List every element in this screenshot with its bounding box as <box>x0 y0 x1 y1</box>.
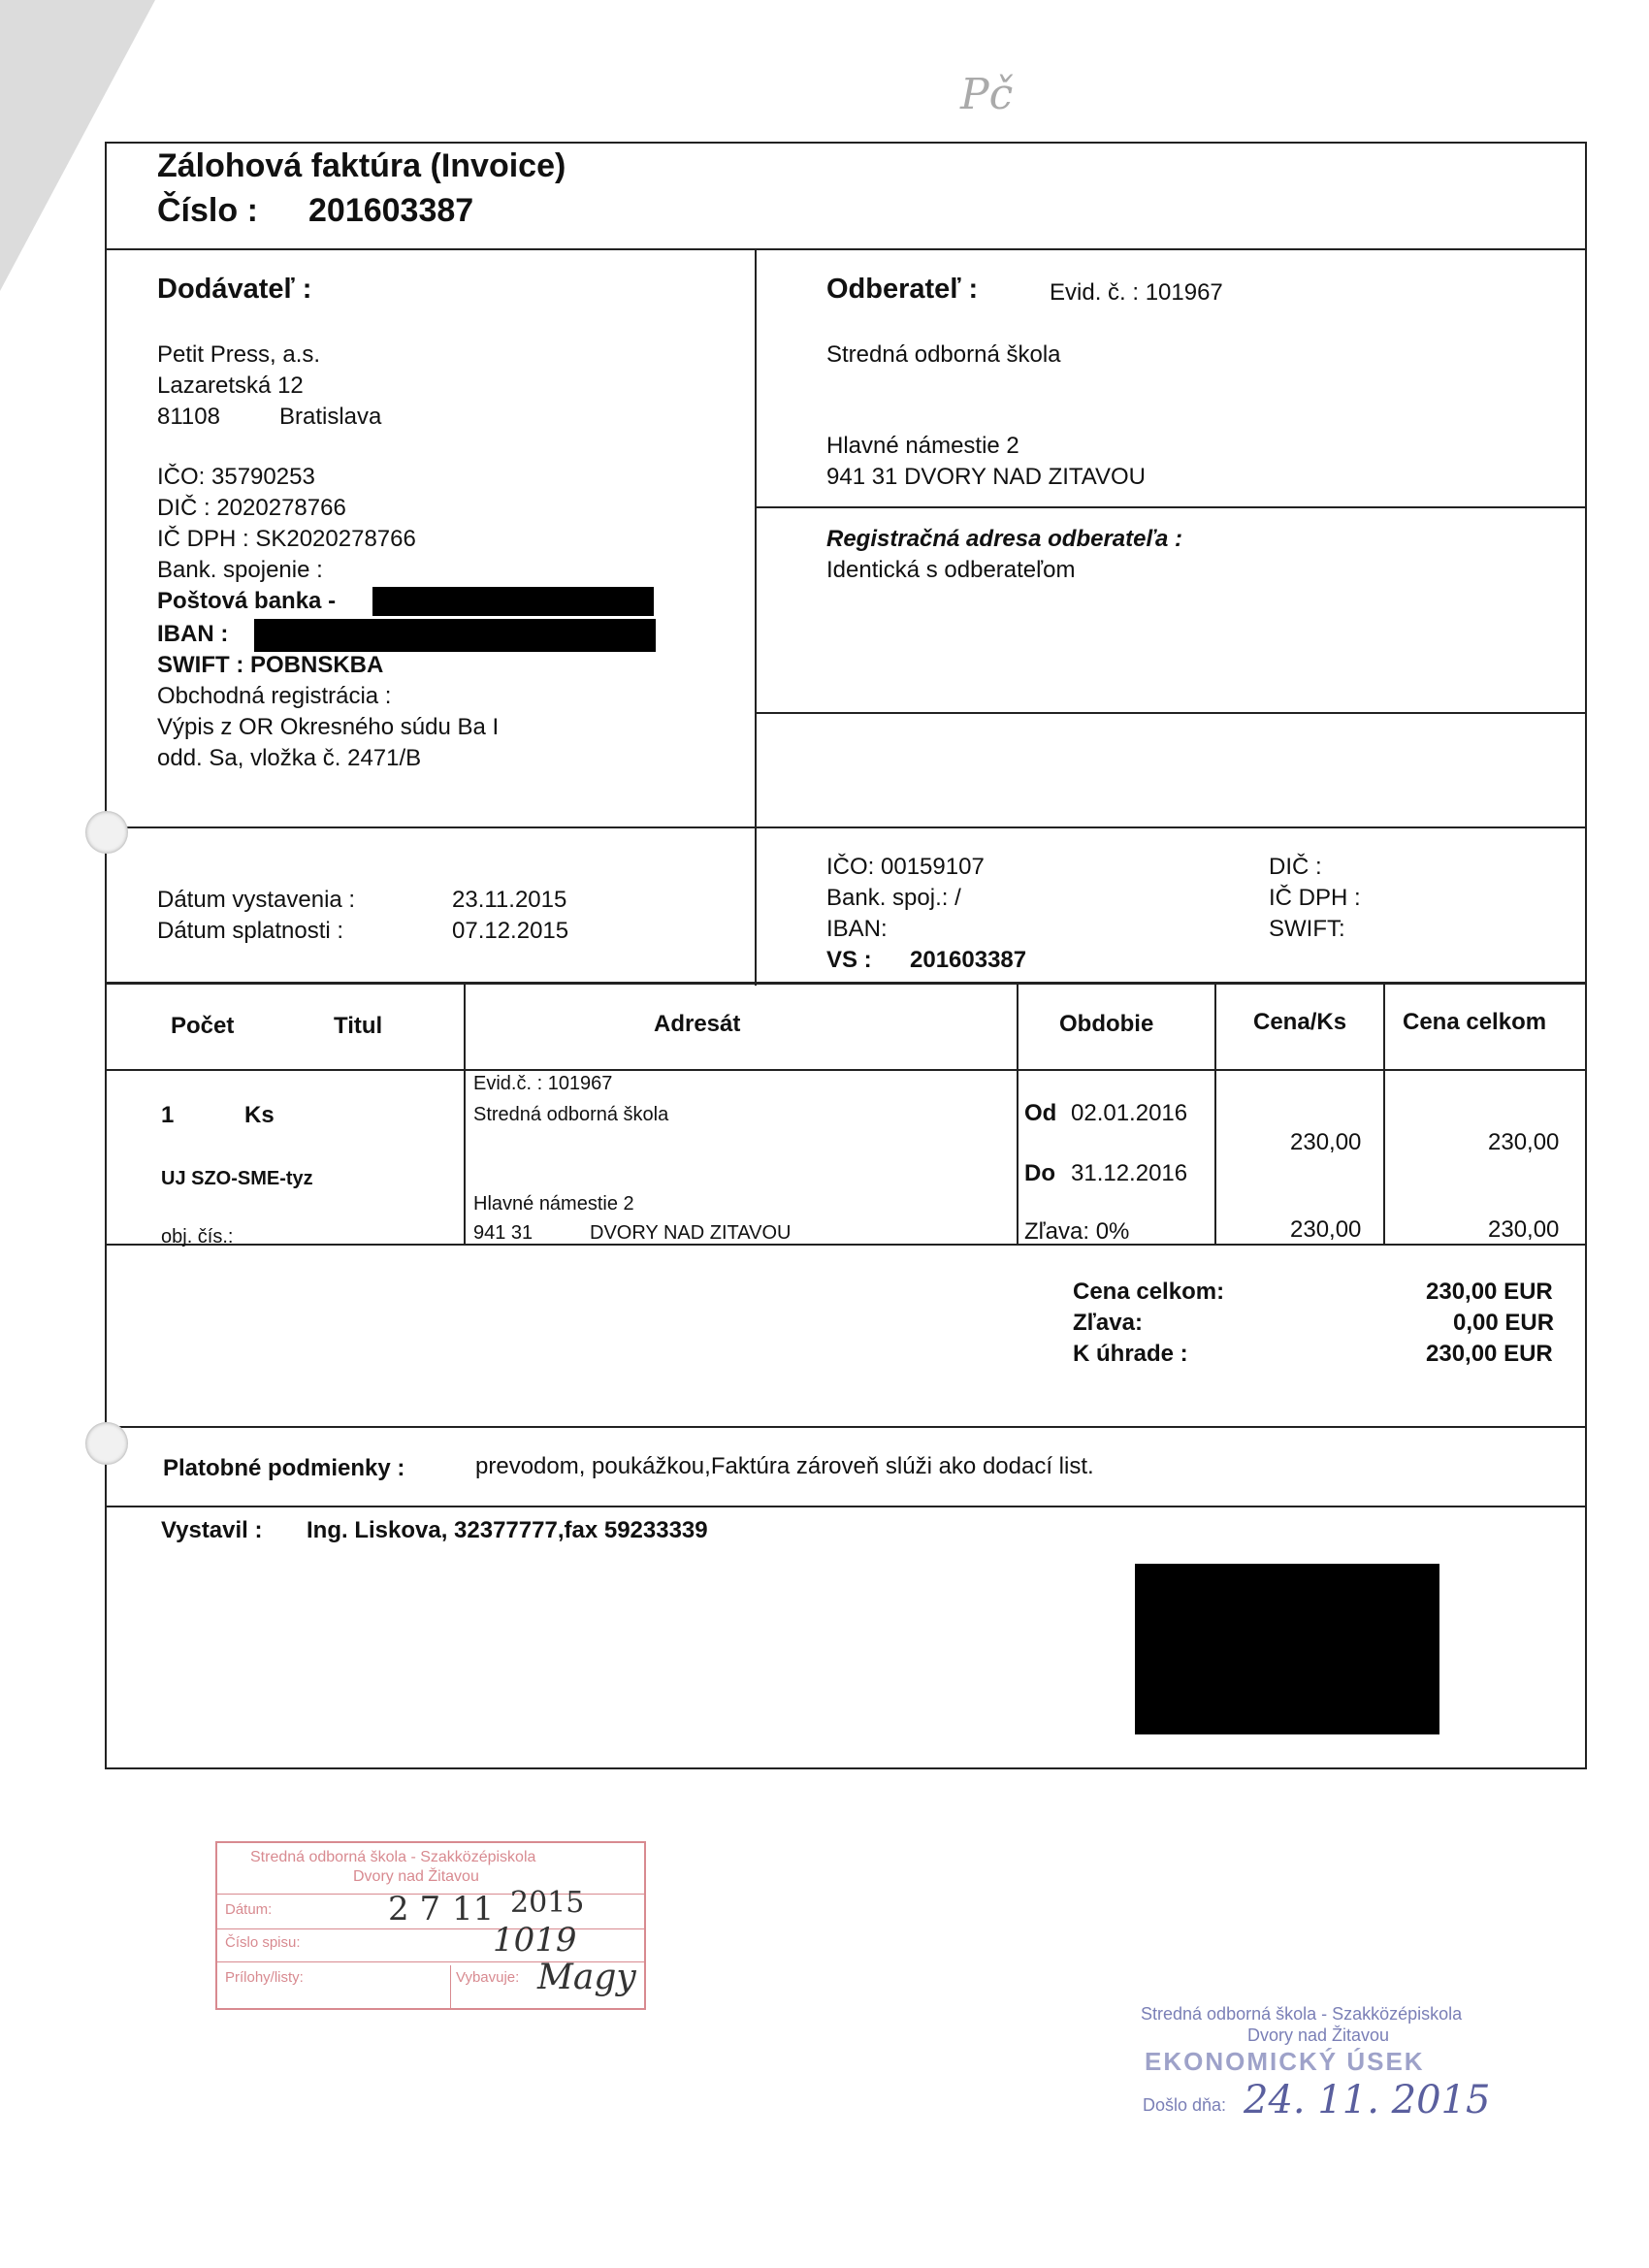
item-od: 02.01.2016 <box>1071 1100 1188 1126</box>
col-header-titul: Titul <box>334 1013 383 1039</box>
issue-date-label: Dátum vystavenia : <box>157 887 356 913</box>
item-price-unit-2: 230,00 <box>1290 1216 1362 1243</box>
customer-reg-heading: Registračná adresa odberateľa : <box>826 526 1182 552</box>
registry-date-year: 2015 <box>510 1886 585 1920</box>
table-col-2 <box>1017 982 1018 1246</box>
customer-city: 941 31 DVORY NAD ZITAVOU <box>826 464 1147 490</box>
punch-hole-bottom <box>85 1422 128 1465</box>
payment-text: prevodom, poukážkou,Faktúra zároveň slúži ako dodací list. <box>475 1453 1094 1479</box>
dates-divider <box>105 826 1587 828</box>
supplier-ic-dph: IČ DPH : SK2020278766 <box>157 526 416 552</box>
customer-ico: IČO: 00159107 <box>826 854 985 880</box>
supplier-street: Lazaretská 12 <box>157 373 304 399</box>
item-addr-name: Stredná odborná škola <box>473 1104 669 1125</box>
discount-label: Zľava: <box>1073 1310 1143 1336</box>
table-bottom <box>105 1244 1587 1246</box>
economic-stamp <box>1141 2004 1491 2150</box>
redacted-signature <box>1135 1564 1439 1734</box>
party-divider <box>755 248 757 986</box>
customer-vs: 201603387 <box>910 947 1027 973</box>
registry-stamp-line2: Dvory nad Žitavou <box>353 1868 479 1885</box>
supplier-iban-label: IBAN : <box>157 621 229 647</box>
item-od-label: Od <box>1024 1100 1057 1126</box>
customer-vs-label: VS : <box>826 947 872 973</box>
total-label: Cena celkom: <box>1073 1279 1225 1305</box>
registry-cislo: 1019 <box>493 1921 577 1960</box>
registry-stamp-vdivider <box>450 1965 451 2008</box>
economic-stamp-line1: Stredná odborná škola - Szakközépiskola <box>1141 2004 1463 2024</box>
due-date: 07.12.2015 <box>452 918 569 944</box>
customer-dic: DIČ : <box>1269 854 1322 880</box>
registry-vybavuje: Magy <box>537 1958 636 1997</box>
item-addr-street: Hlavné námestie 2 <box>473 1193 634 1215</box>
item-do-label: Do <box>1024 1160 1055 1186</box>
issuer-top <box>105 1506 1587 1507</box>
amount-due-value: 230,00 EUR <box>1426 1341 1553 1367</box>
invoice-title: Zálohová faktúra (Invoice) <box>157 147 566 184</box>
registry-stamp-divider-2 <box>217 1928 644 1929</box>
customer-reg-value: Identická s odberateľom <box>826 557 1076 583</box>
economic-stamp-line2: Dvory nad Žitavou <box>1247 2025 1390 2045</box>
item-evid: Evid.č. : 101967 <box>473 1073 613 1094</box>
supplier-registration-line1: Výpis z OR Okresného súdu Ba I <box>157 714 500 740</box>
punch-hole-top <box>85 811 128 854</box>
supplier-zip: 81108 <box>157 404 220 430</box>
total-value: 230,00 EUR <box>1426 1279 1553 1305</box>
item-addr-zip: 941 31 <box>473 1222 534 1244</box>
handwritten-mark: Pč <box>960 70 1014 119</box>
item-price-total-2: 230,00 <box>1488 1216 1560 1243</box>
registry-cislo-label: Číslo spisu: <box>225 1934 301 1951</box>
registry-date-day: 2 7 <box>388 1890 441 1928</box>
customer-name: Stredná odborná škola <box>826 341 1061 368</box>
supplier-name: Petit Press, a.s. <box>157 341 321 368</box>
payment-top <box>105 1426 1587 1428</box>
supplier-city: Bratislava <box>279 404 382 430</box>
registry-prilohy-label: Prílohy/listy: <box>225 1969 304 1986</box>
issuer-label: Vystavil : <box>161 1517 263 1543</box>
col-header-adresat: Adresát <box>654 1011 741 1037</box>
table-col-1 <box>464 982 466 1246</box>
col-header-cena-celkom: Cena celkom <box>1403 1009 1547 1035</box>
customer-street: Hlavné námestie 2 <box>826 433 1019 459</box>
table-top <box>105 982 1587 985</box>
supplier-heading: Dodávateľ : <box>157 274 312 305</box>
item-obj: obj. čís.: <box>161 1226 234 1247</box>
supplier-swift: SWIFT : POBNSKBA <box>157 652 384 678</box>
discount-value: 0,00 EUR <box>1453 1310 1555 1336</box>
item-price-unit-1: 230,00 <box>1290 1129 1362 1155</box>
redacted-account <box>372 587 654 616</box>
table-header-divider <box>105 1069 1587 1071</box>
supplier-registration-line2: odd. Sa, vložka č. 2471/B <box>157 745 422 771</box>
customer-divider-1 <box>755 506 1587 508</box>
payment-label: Platobné podmienky : <box>163 1455 405 1481</box>
redacted-iban <box>254 619 656 652</box>
issue-date: 23.11.2015 <box>452 887 567 913</box>
invoice-number-label: Číslo : <box>157 192 258 229</box>
customer-divider-2 <box>755 712 1587 714</box>
issuer-text: Ing. Liskova, 32377777,fax 59233339 <box>307 1517 708 1543</box>
registry-date-month: 11 <box>452 1890 495 1928</box>
table-col-4 <box>1383 982 1385 1246</box>
header-divider <box>105 248 1587 250</box>
table-col-3 <box>1214 982 1216 1246</box>
supplier-bank-name: Poštová banka - <box>157 588 337 614</box>
supplier-registration-label: Obchodná registrácia : <box>157 683 392 709</box>
item-zlava: Zľava: 0% <box>1024 1218 1130 1245</box>
customer-heading: Odberateľ : <box>826 274 979 305</box>
economic-stamp-line3: EKONOMICKÝ ÚSEK <box>1145 2047 1425 2076</box>
amount-due-label: K úhrade : <box>1073 1341 1188 1367</box>
registry-stamp <box>215 1841 646 2010</box>
supplier-ico: IČO: 35790253 <box>157 464 315 490</box>
page-fold-corner <box>0 0 155 291</box>
col-header-cena-ks: Cena/Ks <box>1253 1009 1347 1035</box>
registry-vybavuje-label: Vybavuje: <box>456 1969 520 1986</box>
item-do: 31.12.2016 <box>1071 1160 1188 1186</box>
item-addr-city: DVORY NAD ZITAVOU <box>590 1222 792 1244</box>
economic-received: 24. 11. 2015 <box>1244 2078 1491 2122</box>
frame-right <box>1585 142 1587 1769</box>
item-price-total-1: 230,00 <box>1488 1129 1560 1155</box>
frame-bottom <box>105 1767 1587 1769</box>
economic-received-label: Došlo dňa: <box>1143 2095 1227 2115</box>
col-header-pocet: Počet <box>171 1013 235 1039</box>
supplier-dic: DIČ : 2020278766 <box>157 495 346 521</box>
frame-top <box>105 142 1587 144</box>
item-title: UJ SZO-SME-tyz <box>161 1168 313 1189</box>
customer-ic-dph: IČ DPH : <box>1269 885 1361 911</box>
due-date-label: Dátum splatnosti : <box>157 918 344 944</box>
customer-bank: Bank. spoj.: / <box>826 885 961 911</box>
registry-stamp-line1: Stredná odborná škola - Szakközépiskola <box>250 1849 536 1865</box>
col-header-obdobie: Obdobie <box>1059 1011 1154 1037</box>
registry-datum-label: Dátum: <box>225 1901 273 1918</box>
item-unit: Ks <box>244 1102 275 1128</box>
supplier-bank-label: Bank. spojenie : <box>157 557 323 583</box>
customer-swift: SWIFT: <box>1269 916 1345 942</box>
invoice-number: 201603387 <box>308 192 474 229</box>
frame-left <box>105 142 107 1769</box>
item-qty: 1 <box>161 1102 175 1128</box>
customer-iban: IBAN: <box>826 916 888 942</box>
customer-evid: Evid. č. : 101967 <box>1050 279 1223 306</box>
